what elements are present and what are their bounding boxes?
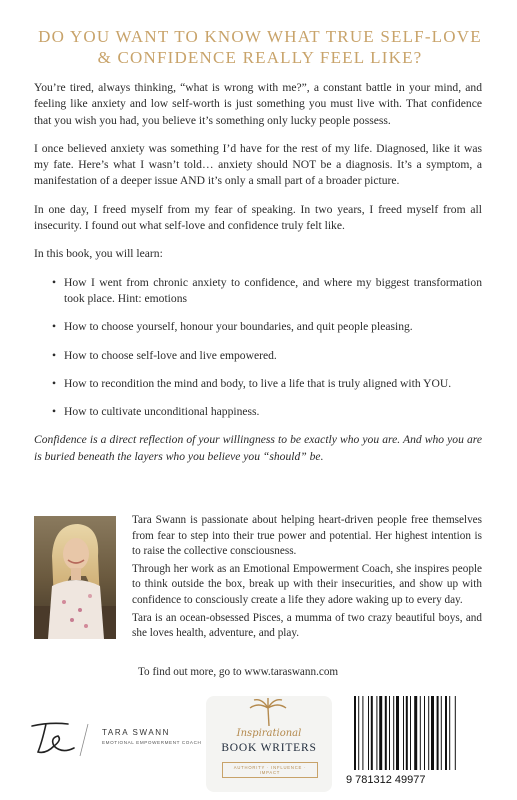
barcode-bar	[424, 696, 425, 770]
heading-line-2: & CONFIDENCE REALLY FEEL LIKE?	[97, 48, 423, 67]
back-cover-heading	[20, 26, 500, 68]
bio-paragraph: Tara Swann is passionate about helping heart-driven people free themselves from fear to step into their true power and potential. Her highest intention is to raise the collective consciousness.	[132, 514, 482, 558]
barcode-bar	[437, 696, 439, 770]
paragraph: In one day, I freed myself from my fear of speaking. In two years, I freed myself from all insecurity. I found out what self-love and confidence truly felt like.	[34, 202, 482, 233]
bio-text	[132, 513, 482, 644]
signature-logo	[28, 712, 100, 767]
paragraph: I once believed anxiety was something I’d have for the rest of my life. Diagnosed, like it was my fate. Here’s what I wasn’t told… anxiety should NOT be a diagnosis. It’s a symptom, a manifestation of a deeper issue AND it’s only a small part of a broader picture.	[34, 141, 482, 188]
footer	[0, 690, 517, 800]
signature-name: TARA SWANN	[102, 728, 171, 737]
barcode-bar	[406, 696, 408, 770]
author-photo	[34, 516, 116, 639]
barcode-bar	[393, 696, 394, 770]
barcode-bar	[396, 696, 399, 770]
barcode-bar	[371, 696, 373, 770]
publisher-tagline: AUTHORITY · INFLUENCE · IMPACT	[222, 762, 318, 778]
barcode-bar	[428, 696, 429, 770]
barcode-bar	[389, 696, 390, 770]
barcode-bar	[449, 696, 450, 770]
barcode-icon	[346, 694, 496, 774]
barcode-bar	[455, 696, 456, 770]
barcode-bar	[431, 696, 434, 770]
barcode-bar	[376, 696, 377, 770]
list-item: • How I went from chronic anxiety to confidence, and where my biggest transformation took place. Hint: emotions	[34, 275, 482, 308]
list-item: • How to recondition the mind and body, to live a life that is truly aligned with YOU.	[34, 376, 482, 392]
heading-line-1: DO YOU WANT TO KNOW WHAT TRUE SELF-LOVE	[38, 27, 482, 46]
barcode-bar	[358, 696, 359, 770]
list-item: • How to cultivate unconditional happiness.	[34, 404, 482, 420]
author-photo-illustration	[34, 516, 116, 639]
paragraph: In this book, you will learn:	[34, 247, 163, 261]
barcode-bar	[445, 696, 447, 770]
publisher-name: BOOK WRITERS	[221, 742, 317, 754]
website-line: To find out more, go to www.taraswann.com	[138, 666, 339, 678]
barcode-bar	[410, 696, 411, 770]
barcode-bar	[362, 696, 363, 770]
paragraph: You’re tired, always thinking, “what is wrong with me?”, a constant battle in your mind, and feeling like anxiety and low self-worth is just something you must live with. That confidence that you wish you had, you believe it’s something only lucky people possess.	[34, 81, 482, 127]
bio-paragraph: Tara is an ocean-obsessed Pisces, a mumma of two crazy beautiful boys, and she loves health, adventure, and play.	[132, 611, 482, 640]
publisher-script: Inspirational	[236, 728, 302, 739]
palm-tree-icon	[206, 696, 332, 730]
bio-paragraph: Through her work as an Emotional Empowerment Coach, she inspires people to think outside the box, break up with their insecurities, and show up with confidence to consciously create a life they adore waking up to every day.	[132, 562, 482, 606]
barcode-bar	[379, 696, 382, 770]
isbn-barcode	[346, 694, 496, 792]
barcode-bar	[385, 696, 387, 770]
list-item: • How to choose self-love and live empowered.	[34, 348, 482, 364]
barcode-bar	[420, 696, 421, 770]
publisher-logo	[206, 696, 332, 792]
barcode-bar	[441, 696, 442, 770]
blurb-body	[34, 80, 482, 477]
list-item: • How to choose yourself, honour your boundaries, and quit people pleasing.	[34, 319, 482, 335]
signature-icon	[28, 712, 100, 762]
signature-subtitle: EMOTIONAL EMPOWERMENT COACH	[102, 740, 202, 745]
barcode-bar	[354, 696, 356, 770]
barcode-bar	[414, 696, 417, 770]
barcode-bar	[368, 696, 369, 770]
italic-quote: Confidence is a direct reflection of your willingness to be exactly who you are. And who you are is buried beneath the layers who you believe you “should” be.	[34, 433, 482, 463]
barcode-digits: 9 781312 49977	[346, 774, 426, 786]
learning-list	[34, 275, 482, 421]
barcode-bar	[403, 696, 404, 770]
